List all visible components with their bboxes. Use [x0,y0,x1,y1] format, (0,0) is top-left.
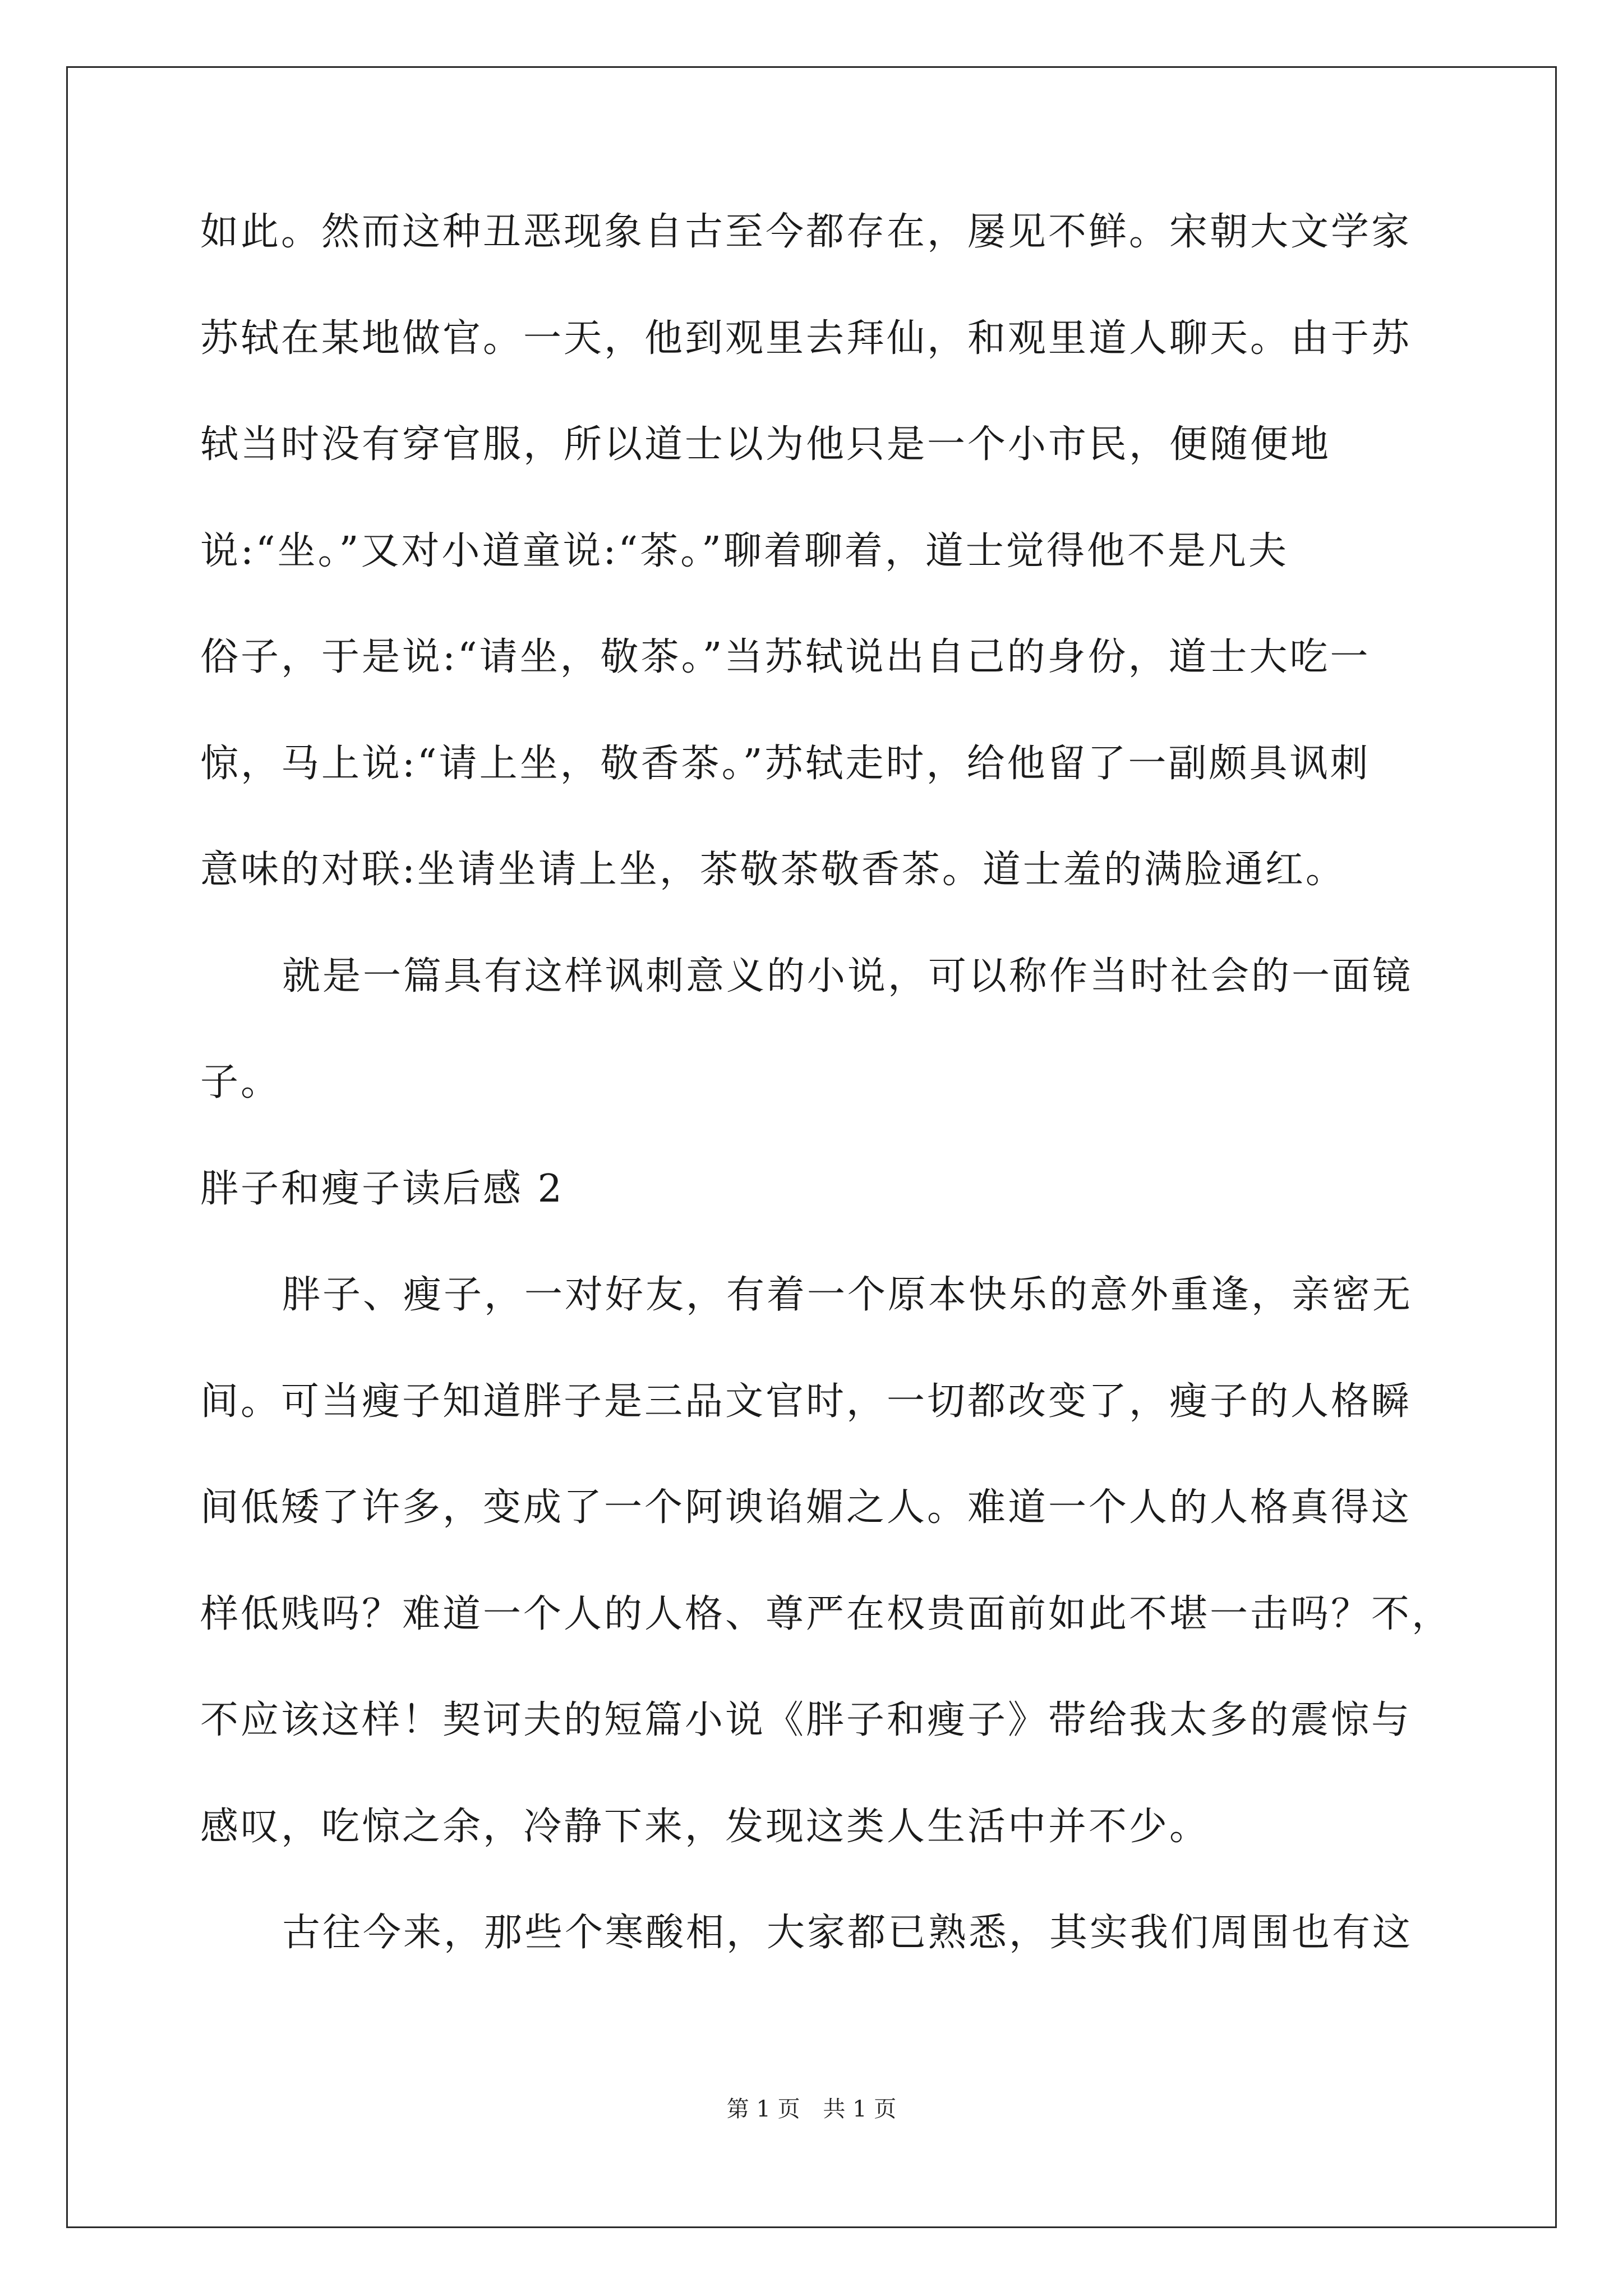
text-line: 就是一篇具有这样讽刺意义的小说，可以称作当时社会的一面镜 [282,954,1413,999]
text-line: 感叹，吃惊之余，冷静下来，发现这类人生活中并不少。 [200,1804,1210,1849]
page-number: 第 1 页 [726,2096,800,2122]
text-line: 不应该这样！契诃夫的短篇小说《胖子和瘦子》带给我太多的震惊与 [200,1698,1412,1742]
text-line: 轼当时没有穿官服，所以道士以为他只是一个小市民，便随便地 [200,422,1331,467]
text-line: 古往今来，那些个寒酸相，大家都已熟悉，其实我们周围也有这 [282,1911,1413,1955]
text-line: 样低贱吗？难道一个人的人格、尊严在权贵面前如此不堪一击吗？不， [200,1591,1453,1636]
document-body [200,210,1453,2021]
page-footer [0,2098,1623,2120]
text-line: 间。可当瘦子知道胖子是三品文官时，一切都改变了，瘦子的人格瞬 [200,1379,1412,1424]
page-total: 共 1 页 [823,2096,897,2122]
text-line: 说:“坐。”又对小道童说:“茶。”聊着聊着，道士觉得他不是凡夫 [200,528,1289,573]
text-line: 间低矮了许多，变成了一个阿谀谄媚之人。难道一个人的人格真得这 [200,1485,1412,1530]
section-heading: 胖子和瘦子读后感 2 [200,1166,564,1211]
text-line: 胖子、瘦子，一对好友，有着一个原本快乐的意外重逢，亲密无 [282,1273,1413,1317]
text-line: 如此。然而这种丑恶现象自古至今都存在，屡见不鲜。宋朝大文学家 [200,210,1412,254]
text-line: 俗子，于是说:“请坐，敬茶。”当苏轼说出自己的身份，道士大吃一 [200,635,1371,679]
text-line: 意味的对联:坐请坐请上坐，茶敬茶敬香茶。道士羞的满脸通红。 [200,848,1346,892]
text-line: 子。 [200,1060,282,1105]
text-line: 苏轼在某地做官。一天，他到观里去拜仙，和观里道人聊天。由于苏 [200,316,1412,361]
text-line: 惊，马上说:“请上坐，敬香茶。”苏轼走时，给他留了一副颇具讽刺 [200,741,1371,786]
